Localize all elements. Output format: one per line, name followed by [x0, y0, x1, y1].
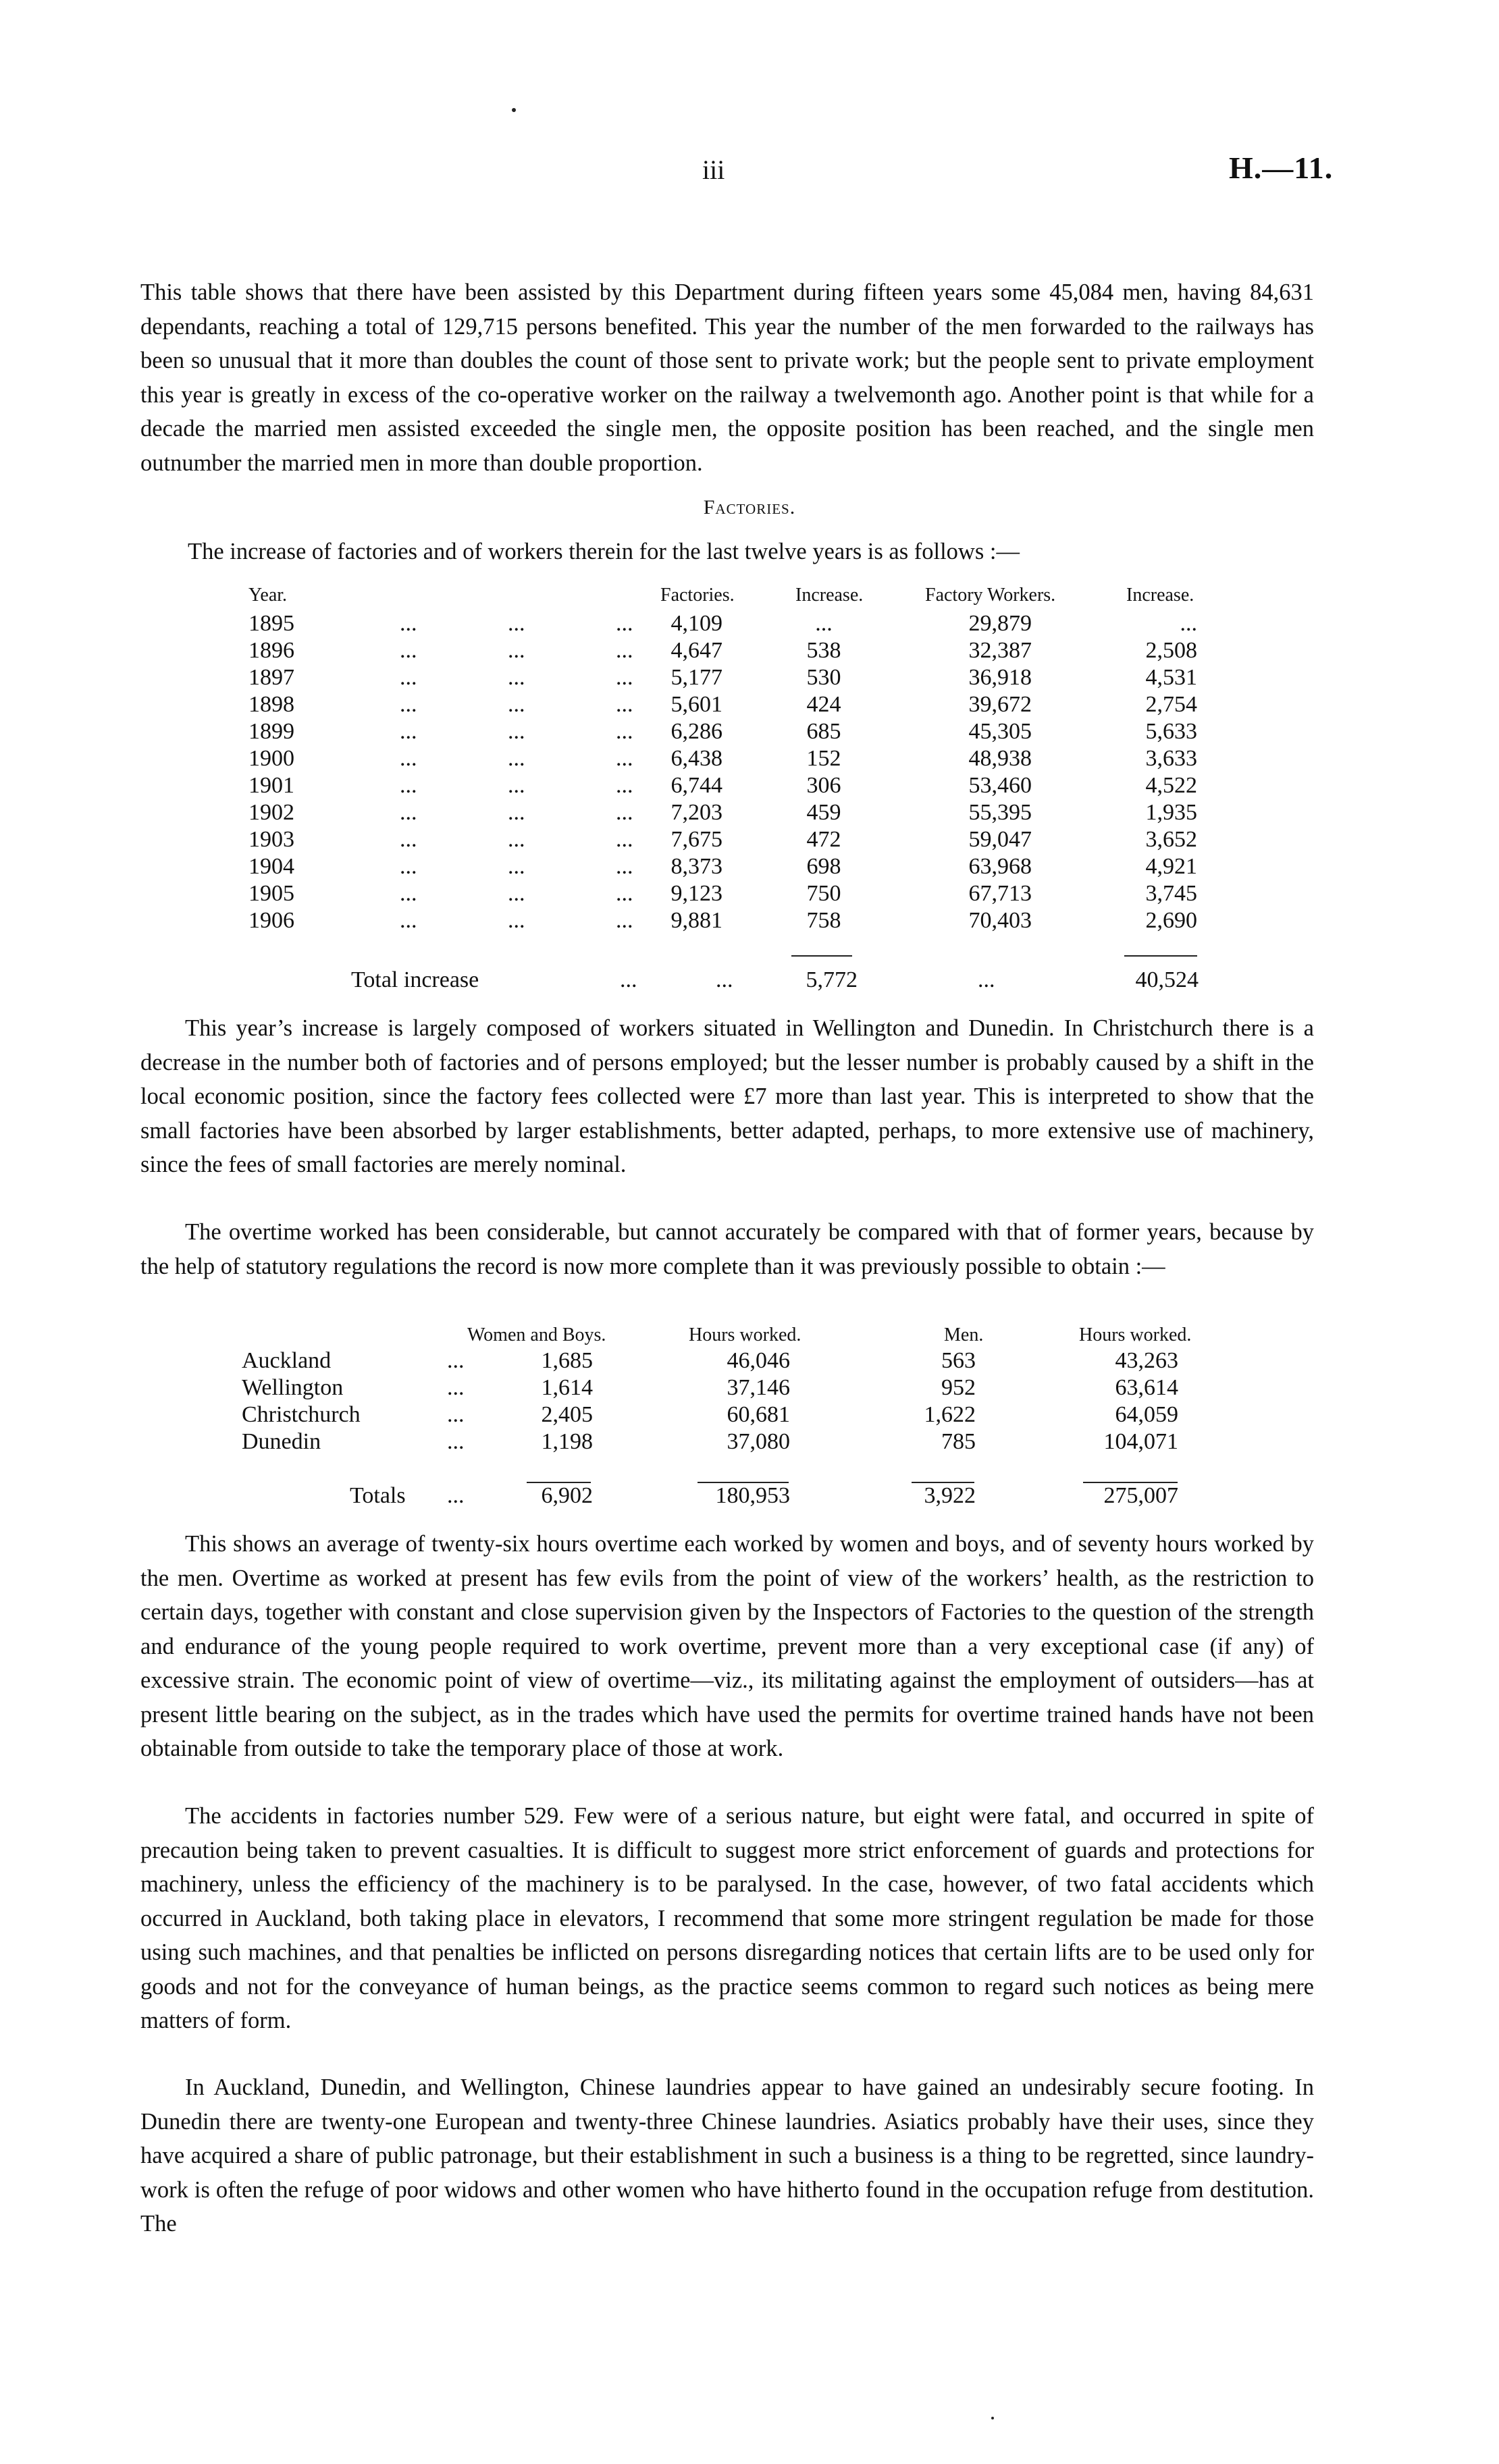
row-workers: 70,403: [968, 908, 1032, 933]
col-header-women-boys: Women and Boys.: [467, 1324, 606, 1345]
row-city: Christchurch: [242, 1402, 361, 1427]
row-workers: 48,938: [968, 746, 1032, 771]
row-year: 1904: [248, 854, 294, 879]
row-workers: 53,460: [968, 773, 1032, 798]
row-wb-hours: 37,146: [727, 1375, 790, 1400]
leader-dots: ...: [508, 827, 525, 852]
row-workers-increase: 3,652: [1145, 827, 1197, 852]
leader-dots: ...: [447, 1402, 465, 1427]
row-factories: 7,203: [670, 800, 722, 825]
row-workers: 39,672: [968, 692, 1032, 717]
row-factories: 8,373: [670, 854, 722, 879]
row-year: 1901: [248, 773, 294, 798]
row-increase: 152: [806, 746, 841, 771]
leader-dots: ...: [400, 692, 417, 717]
leader-dots: ...: [447, 1429, 465, 1454]
row-year: 1895: [248, 611, 294, 636]
totals-label: Totals: [350, 1483, 406, 1508]
row-factories: 5,177: [670, 665, 722, 690]
row-workers-increase: 4,522: [1145, 773, 1197, 798]
row-increase: 424: [806, 692, 841, 717]
row-women-boys: 2,405: [541, 1402, 593, 1427]
row-workers: 55,395: [968, 800, 1032, 825]
row-workers-increase: 5,633: [1145, 719, 1197, 744]
leader-dots: ...: [400, 800, 417, 825]
leader-dots: ...: [508, 881, 525, 906]
row-men: 563: [941, 1348, 976, 1373]
row-city: Dunedin: [242, 1429, 321, 1454]
leader-dots: ...: [616, 692, 633, 717]
total-factories-increase: 5,772: [806, 967, 858, 992]
row-workers: 67,713: [968, 881, 1032, 906]
page-number: iii: [702, 155, 725, 185]
row-workers: 36,918: [968, 665, 1032, 690]
leader-dots: ...: [616, 800, 633, 825]
leader-dots: ...: [400, 773, 417, 798]
total-men-hours: 275,007: [1103, 1483, 1178, 1508]
leader-dots: ...: [400, 665, 417, 690]
leader-dots: ...: [616, 854, 633, 879]
row-workers: 59,047: [968, 827, 1032, 852]
row-factories: 9,123: [670, 881, 722, 906]
row-workers: 45,305: [968, 719, 1032, 744]
row-year: 1905: [248, 881, 294, 906]
leader-dots: ...: [447, 1483, 465, 1508]
speck-mark: [991, 2417, 994, 2419]
leader-dots: ...: [400, 827, 417, 852]
leader-dots: ...: [508, 665, 525, 690]
leader-dots: ...: [508, 692, 525, 717]
leader-dots: ...: [508, 611, 525, 636]
row-year: 1902: [248, 800, 294, 825]
row-men-hours: 64,059: [1115, 1402, 1178, 1427]
row-workers-increase: 2,508: [1145, 638, 1197, 663]
leader-dots: ...: [508, 800, 525, 825]
leader-dots: ...: [508, 746, 525, 771]
leader-dots: ...: [400, 881, 417, 906]
row-increase: 306: [806, 773, 841, 798]
paragraph-chinese-laundries: In Auckland, Dunedin, and Wellington, Chinese laundries appear to have gained an undesirably secure footing. In Dunedin there are twenty-one European and twenty-three Chinese laundries. Asiatics probably have their uses, since they have acquired a share of public patronage, but their establishment in such a business is a thing to be regretted, since laundry-work is often the refuge of poor widows and other women who have hitherto found in the occupation refuge from destitution. The: [140, 2074, 1314, 2237]
row-men-hours: 104,071: [1103, 1429, 1178, 1454]
row-workers: 63,968: [968, 854, 1032, 879]
col-header-wb-hours: Hours worked.: [689, 1324, 801, 1345]
row-city: Wellington: [242, 1375, 344, 1400]
col-header-factory-workers: Factory Workers.: [925, 585, 1056, 606]
leader-dots: ...: [400, 746, 417, 771]
row-factories: 5,601: [670, 692, 722, 717]
row-increase: 685: [806, 719, 841, 744]
factories-intro: The increase of factories and of workers therein for the last twelve years is as follows :—: [188, 539, 1020, 564]
row-workers-increase: 3,745: [1145, 881, 1197, 906]
row-men-hours: 43,263: [1115, 1348, 1178, 1373]
row-men-hours: 63,614: [1115, 1375, 1178, 1400]
leader-dots: ...: [716, 967, 733, 992]
paragraph-increase-composition: This year’s increase is largely composed of workers situated in Wellington and Dunedin. In Christchurch there is a decrease in the number both of factories and of persons employed; but the lesser number is probably caused by a shift in the local economic position, since the factory fees collected were £7 more than last year. This is interpreted to show that the small factories have been absorbed by larger establishments, better adapted, perhaps, to more extensive use of machinery, since the fees of small factories are merely nominal.: [140, 1015, 1314, 1177]
row-women-boys: 1,685: [541, 1348, 593, 1373]
col-header-men-hours: Hours worked.: [1079, 1324, 1192, 1345]
total-rule: [1124, 955, 1197, 957]
row-workers-increase: 2,754: [1145, 692, 1197, 717]
row-men: 952: [941, 1375, 976, 1400]
row-workers-increase: 4,921: [1145, 854, 1197, 879]
row-increase: 758: [806, 908, 841, 933]
leader-dots: ...: [616, 881, 633, 906]
row-increase: 750: [806, 881, 841, 906]
total-label: Total increase: [351, 967, 479, 992]
row-factories: 6,438: [670, 746, 722, 771]
col-header-increase: Increase.: [795, 585, 864, 606]
row-factories: 7,675: [670, 827, 722, 852]
leader-dots: ...: [978, 967, 995, 992]
leader-dots: ...: [616, 719, 633, 744]
paragraph-overtime-intro: The overtime worked has been considerable, but cannot accurately be compared with that of former years, because by the help of statutory regulations the record is now more complete than it was previously possible to obtain :—: [140, 1219, 1314, 1279]
row-wb-hours: 46,046: [727, 1348, 790, 1373]
leader-dots: ...: [508, 719, 525, 744]
row-year: 1903: [248, 827, 294, 852]
row-factories: 9,881: [670, 908, 722, 933]
row-wb-hours: 60,681: [727, 1402, 790, 1427]
col-header-year: Year.: [248, 585, 288, 606]
leader-dots: ...: [400, 719, 417, 744]
row-year: 1900: [248, 746, 294, 771]
row-year: 1906: [248, 908, 294, 933]
row-wb-hours: 37,080: [727, 1429, 790, 1454]
leader-dots: ...: [508, 908, 525, 933]
total-rule: [791, 955, 852, 957]
leader-dots: ...: [400, 638, 417, 663]
leader-dots: ...: [400, 854, 417, 879]
row-workers: 29,879: [968, 611, 1032, 636]
leader-dots: ...: [616, 638, 633, 663]
total-workers-increase: 40,524: [1135, 967, 1199, 992]
leader-dots: ...: [508, 638, 525, 663]
leader-dots: ...: [616, 665, 633, 690]
row-increase: 459: [806, 800, 841, 825]
leader-dots: ...: [447, 1375, 465, 1400]
leader-dots: ...: [400, 611, 417, 636]
leader-dots: ...: [616, 827, 633, 852]
speck-mark: [512, 108, 516, 112]
row-factories: 4,109: [670, 611, 722, 636]
leader-dots: ...: [508, 854, 525, 879]
row-year: 1898: [248, 692, 294, 717]
paragraph-overtime-average: This shows an average of twenty-six hours overtime each worked by women and boys, and of seventy hours worked by the men. Overtime as worked at present has few evils from the point of view of the workers’ health, as the restriction to certain days, together with constant and close supervision given by the Inspectors of Factories to the question of the strength and endurance of the young people required to work overtime, prevent more than a very exceptional case (if any) of excessive strain. The economic point of view of overtime—viz., its militating against the employment of outsiders—has at present little bearing on the subject, as in the trades which have used the permits for overtime trained hands have not been obtainable from outside to take the temporary place of those at work.: [140, 1531, 1314, 1761]
paragraph-accidents: The accidents in factories number 529. Few were of a serious nature, but eight were fatal, and occurred in spite of precaution being taken to prevent casualties. It is difficult to suggest more strict enforcement of guards and protections for machinery, unless the efficiency of the machinery is to be paralysed. In the case, however, of two fatal accidents which occurred in Auckland, both taking place in elevators, I recommend that some more stringent regulation be made for those using such machines, and that penalties be inflicted on persons disregarding notices that certain lifts are to be used only for goods and not for the conveyance of human beings, as the practice seems common to regard such notices as being mere matters of form.: [140, 1803, 1314, 2033]
row-city: Auckland: [242, 1348, 332, 1373]
row-year: 1899: [248, 719, 294, 744]
row-increase: 698: [806, 854, 841, 879]
row-year: 1896: [248, 638, 294, 663]
row-factories: 4,647: [670, 638, 722, 663]
row-increase: 530: [806, 665, 841, 690]
leader-dots: ...: [616, 746, 633, 771]
leader-dots: ...: [616, 773, 633, 798]
leader-dots: ...: [616, 611, 633, 636]
col-header-factories: Factories.: [660, 585, 735, 606]
col-header-men: Men.: [944, 1324, 984, 1345]
row-increase: 538: [806, 638, 841, 663]
row-women-boys: 1,198: [541, 1429, 593, 1454]
leader-dots: ...: [447, 1348, 465, 1373]
row-workers: 32,387: [968, 638, 1032, 663]
total-women-boys: 6,902: [541, 1483, 593, 1508]
col-header-workers-increase: Increase.: [1126, 585, 1194, 606]
row-workers-increase: 2,690: [1145, 908, 1197, 933]
leader-dots: ...: [620, 967, 637, 992]
leader-dots: ...: [508, 773, 525, 798]
leader-dots: ...: [400, 908, 417, 933]
row-factories: 6,286: [670, 719, 722, 744]
row-increase: ...: [815, 611, 833, 636]
paragraph-assisted-summary: This table shows that there have been assisted by this Department during fifteen years some 45,084 men, having 84,631 dependants, reaching a total of 129,715 persons benefited. This year the number of the men forwarded to the railways has been so unusual that it more than doubles the count of those sent to private work; but the people sent to private employment this year is greatly in excess of the co-operative worker on the railway a twelvemonth ago. Another point is that while for a decade the married men assisted exceeded the single men, the opposite position has been reached, and the single men outnumber the married men in more than double proportion.: [140, 279, 1314, 476]
section-heading-factories: Factories.: [703, 496, 796, 518]
row-workers-increase: 3,633: [1145, 746, 1197, 771]
row-workers-increase: 4,531: [1145, 665, 1197, 690]
row-factories: 6,744: [670, 773, 722, 798]
total-wb-hours: 180,953: [715, 1483, 790, 1508]
leader-dots: ...: [616, 908, 633, 933]
total-men: 3,922: [924, 1483, 976, 1508]
row-increase: 472: [806, 827, 841, 852]
row-women-boys: 1,614: [541, 1375, 593, 1400]
row-men: 1,622: [924, 1402, 976, 1427]
row-men: 785: [941, 1429, 976, 1454]
document-reference: H.—11.: [1229, 151, 1334, 185]
row-workers-increase: ...: [1180, 611, 1197, 636]
row-workers-increase: 1,935: [1145, 800, 1197, 825]
row-year: 1897: [248, 665, 294, 690]
